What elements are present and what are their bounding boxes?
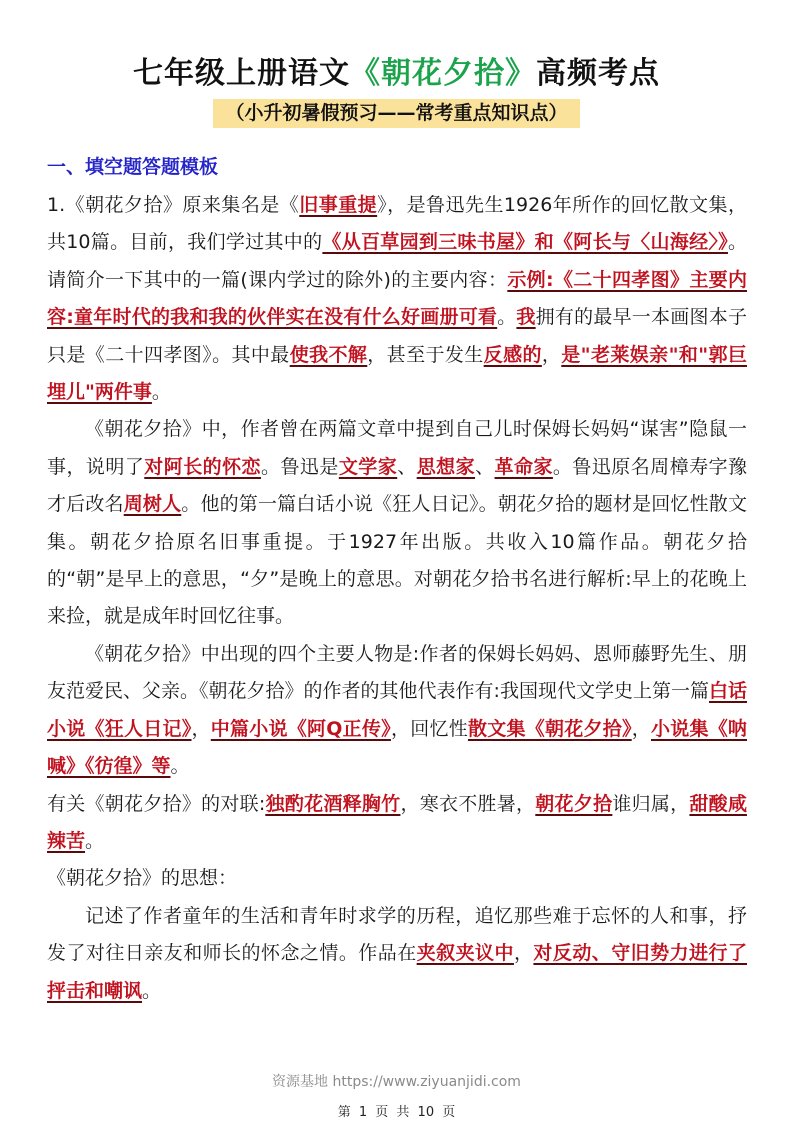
- answer-text: 思想家: [416, 455, 476, 478]
- answer-text: 夹叙夹议中: [416, 942, 514, 965]
- section-heading: 一、填空题答题模板: [47, 156, 219, 178]
- title-suffix: 高频考点: [536, 56, 660, 91]
- body-text: 。: [170, 755, 190, 778]
- paragraph: [47, 187, 747, 411]
- answer-text: 文学家: [338, 455, 398, 478]
- body-text: ，: [541, 343, 562, 366]
- answer-text: 散文集《朝花夕拾》: [467, 717, 632, 740]
- answer-text: 使我不解: [289, 343, 368, 366]
- paragraph: [47, 860, 747, 897]
- body-text: 。请简介一下其中的一篇(课内学过的除外)的主要内容：: [47, 231, 747, 291]
- answer-text: 是"老莱娱亲"和"郭巨埋儿"两件事: [47, 343, 747, 404]
- body-text: 1.《朝花夕拾》原来集名是《: [47, 194, 300, 216]
- paragraph: [47, 411, 747, 635]
- body-text: 《朝花夕拾》的思想：: [47, 867, 238, 890]
- answer-text: 对反动、守旧势力进行了抨击和嘲讽: [47, 942, 747, 1002]
- body-text: ，回忆性: [390, 717, 468, 740]
- paragraph: [47, 786, 747, 861]
- answer-text: 示例:《二十四孝图》主要内容:童年时代的我和我的伙伴实在没有什么好画册可看: [47, 268, 748, 329]
- answer-text: 白话小说《狂人日记》: [47, 680, 747, 740]
- title-prefix: 七年级上册语文: [133, 56, 350, 91]
- body-text: 《朝花夕拾》中，作者曾在两篇文章中提到自己儿时保姆长妈妈“谋害”隐鼠一事，说明了: [47, 418, 747, 478]
- answer-text: 《从百草园到三味书屋》和《阿长与〈山海经〉》: [322, 231, 728, 254]
- body-text: ，: [631, 717, 651, 740]
- body-text: 》，是鲁迅先生1926年所作的回忆散文集，共10篇。目前，我们学过其中的: [47, 194, 747, 254]
- body-text: ，甚至于发生: [367, 343, 484, 366]
- body-text: 、: [397, 455, 417, 478]
- page-indicator: 第 1 页 共 10 页: [337, 1105, 456, 1120]
- footer-source-link[interactable]: 资源基地 https://www.ziyuanjidi.com: [272, 1074, 521, 1090]
- title-book-name: 《朝花夕拾》: [350, 56, 536, 91]
- answer-text: 对阿长的怀恋: [144, 455, 262, 478]
- body-text: 。: [142, 979, 162, 1002]
- body-text: 。: [497, 306, 517, 329]
- body-text: 。他的第一篇白话小说《狂人日记》。朝花夕拾的题材是回忆性散文集。朝花夕拾原名旧事重提。于1927年出版。共收入10篇作品。朝花夕拾的“朝”是早上的意思，“夕”是晚上的意思。对朝花夕拾书名进行解析:早上的花晚上来捡，就是成年时回忆往事。: [47, 493, 747, 628]
- body-text: 、: [475, 455, 495, 478]
- body-text: 《朝花夕拾》中出现的四个主要人物是:作者的保姆长妈妈、恩师藤野先生、朋友范爱民、父亲。《朝花夕拾》的作者的其他代表作有:我国现代文学史上第一篇: [47, 642, 747, 703]
- body-text: 。: [151, 381, 171, 404]
- answer-text: 甜酸咸辣苦: [47, 792, 747, 852]
- answer-text: 中篇小说《阿Q正传》: [210, 717, 391, 740]
- body-text: 。鲁迅原名周樟寿字豫才后改名: [47, 455, 747, 516]
- subtitle-container: [0, 99, 793, 128]
- paragraph: [47, 636, 747, 786]
- answer-text: 周树人: [123, 493, 182, 516]
- answer-text: 小说集《呐喊》《彷徨》等: [47, 717, 747, 778]
- answer-text: 我: [516, 306, 536, 329]
- body-text: 记述了作者童年的生活和青年时求学的历程，追忆那些难于忘怀的人和事，抒发了对往日亲友和师长的怀念之情。作品在: [47, 904, 747, 965]
- answer-text: 革命家: [494, 455, 553, 478]
- body-text: ，寒衣不胜暑，: [400, 792, 536, 815]
- subtitle-banner: （小升初暑假预习——常考重点知识点）: [213, 99, 579, 128]
- document-title: [0, 52, 793, 96]
- body-text: 有关《朝花夕拾》的对联:: [47, 792, 266, 815]
- body-text: 谁归属，: [612, 792, 690, 815]
- answer-text: 旧事重提: [299, 194, 378, 216]
- body-text: 。鲁迅是: [261, 455, 339, 478]
- body-text: 拥有的最早一本画图本子只是《二十四孝图》。其中最: [47, 306, 747, 366]
- answer-text: 独酌花酒释胸竹: [265, 792, 401, 815]
- body-text: 。: [85, 829, 105, 852]
- document-body: [47, 187, 747, 1010]
- paragraph: [47, 898, 747, 1010]
- body-text: ，: [191, 717, 211, 740]
- body-text: ，: [513, 942, 534, 965]
- answer-text: 反感的: [483, 343, 542, 366]
- answer-text: 朝花夕拾: [535, 792, 613, 815]
